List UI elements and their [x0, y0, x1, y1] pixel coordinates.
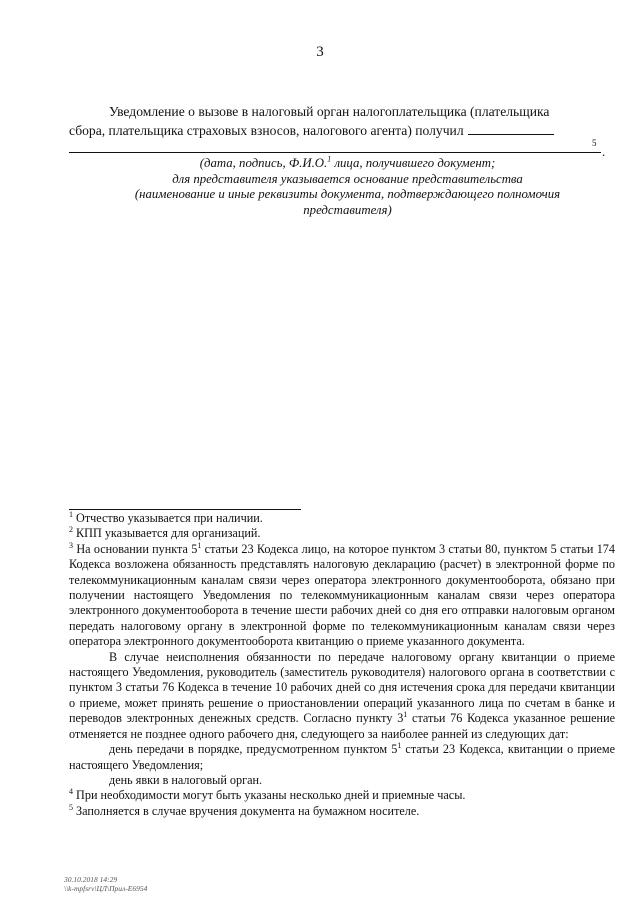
notice-line-2-text: сбора, плательщика страховых взносов, налогового агента) получил [69, 123, 464, 138]
notice-line-2 [69, 121, 614, 140]
print-stamp-date: 30.10.2018 14:29 [64, 875, 118, 884]
footnote-2: $^2$ КПП указывается для организаций. [69, 525, 261, 541]
caption-line-2: для представителя указывается основание представительства [172, 171, 523, 186]
notice-line-1-text: Уведомление о вызове в налоговый орган налогоплательщика (плательщика [109, 104, 550, 119]
notice-line-1 [69, 102, 614, 121]
footnote-3-paragraph-3: день передачи в порядке, предусмотренном пунктом $5^1$ статьи 23 Кодекса, квитанции о приеме настоящего Уведомления; [69, 741, 616, 772]
footnote-separator [69, 509, 301, 510]
footnote-1: $^1$ Отчество указывается при наличии. [69, 509, 263, 525]
footnotes [69, 511, 615, 819]
notice-received-text [69, 102, 614, 140]
signature-caption [120, 156, 575, 218]
footnote-3-paragraph-4: день явки в налоговый орган. [109, 772, 263, 787]
caption-line-4: представителя) [303, 202, 392, 217]
signature-line [69, 152, 601, 153]
footnote-3: $^3$ На основании пункта $5^1$ статьи 23 Кодекса лицо, на которое пунктом 3 статьи 80, пунктом 5 статьи 174 Кодекса возложена обязанность представлять налоговую декларацию (расчет) в электронной форме по телекоммуникационным каналам связи через оператора электронного документооборота, обязано при получении настоящего Уведомления по телекоммуникационным каналам связи через оператора электронного документооборота в течение шести рабочих дней со дня его отправки налоговым органом передать налоговому органу в электронной форме по телекоммуникационным каналам связи через оператора электронного документооборота квитанцию о приеме указанного документа. [69, 540, 615, 649]
signature-footnote-mark: 5 [592, 138, 597, 148]
caption-line-1: (дата, подпись, Ф.И.О.$^1$ лица, получившего документ; [199, 154, 496, 170]
print-stamp-path: \\k-mpfsrv\ЦЛ\Прил-Е6954 [64, 883, 148, 893]
print-stamp [64, 876, 147, 893]
signature-period: . [602, 144, 606, 159]
caption-footnote-ref: 1 [327, 154, 332, 164]
footnote-3-paragraph-2: В случае неисполнения обязанности по передаче налоговому органу квитанции о приеме настоящего Уведомления, руководитель (заместитель руководителя) налогового органа в соответствии с пунктом 3 статьи 76 Кодекса в течение 10 рабочих дней со дня истечения срока для передачи квитанции о приеме, может принять решение о приостановлении операций указанного лица по счетам в банке и переводов электронных денежных средств. Согласно пункту $3^1$ статьи 76 Кодекса указанное решение отменяется не позднее одного рабочего дня, следующего за наиболее ранней из следующих дат: [69, 649, 615, 741]
footnote-4: $^4$ При необходимости могут быть указаны несколько дней и приемные часы. [69, 787, 466, 803]
footnote-5: $^5$ Заполняется в случае вручения документа на бумажном носителе. [69, 802, 420, 818]
page-number: 3 [316, 44, 324, 60]
caption-line-3: (наименование и иные реквизиты документа, подтверждающего полномочия [134, 187, 561, 201]
recipient-blank-line [468, 122, 554, 135]
